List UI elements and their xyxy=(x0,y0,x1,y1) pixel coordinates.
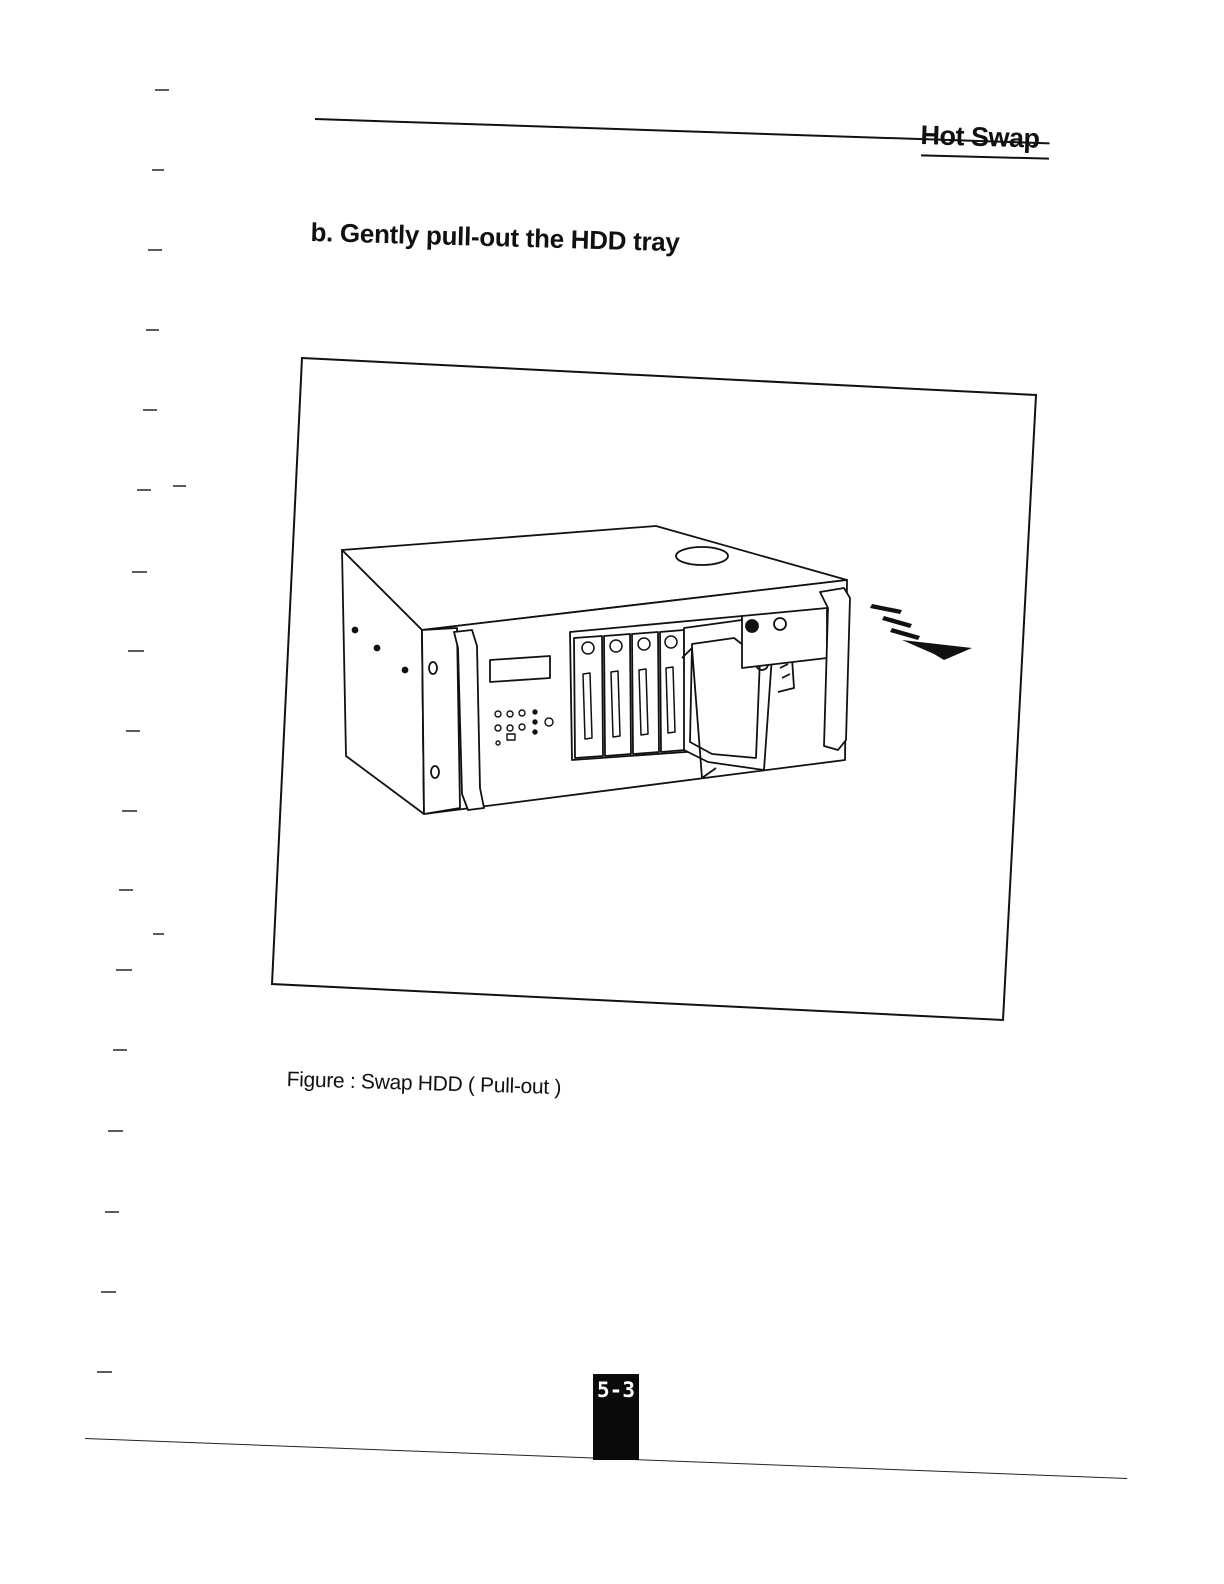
figure-caption: Figure : Swap HDD ( Pull-out ) xyxy=(286,1068,562,1100)
section-title-underline xyxy=(921,154,1049,159)
page-number: 5-3 xyxy=(593,1374,639,1460)
section-title: Hot Swap xyxy=(920,120,1040,154)
server-illustration xyxy=(272,358,1036,1020)
binding-margin-marks xyxy=(0,0,200,1584)
step-heading: b. Gently pull-out the HDD tray xyxy=(310,217,681,258)
figure-frame xyxy=(272,358,1036,1020)
